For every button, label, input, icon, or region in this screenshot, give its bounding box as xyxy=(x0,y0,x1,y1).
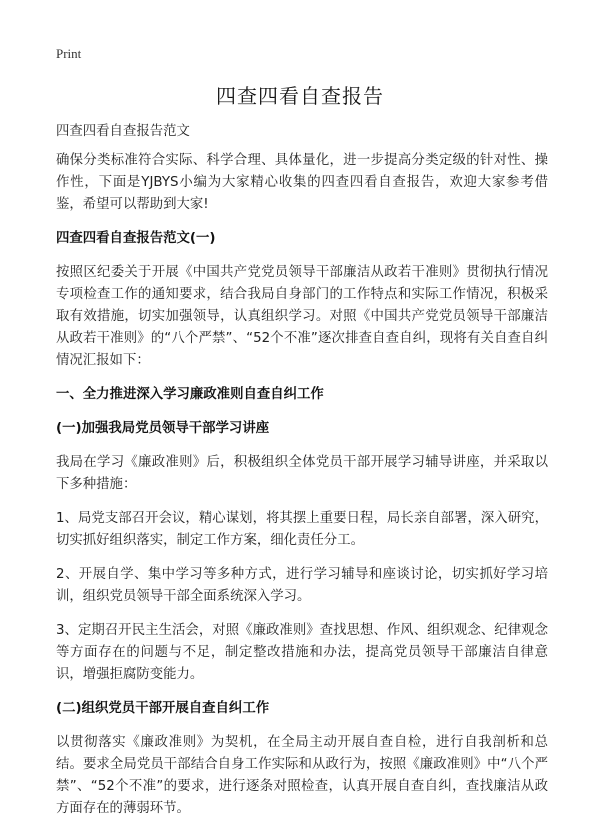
list-item-2: 2、开展自学、集中学习等多种方式，进行学习辅导和座谈讨论，切实抓好学习培训，组织党员领导干部全面系统深入学习。 xyxy=(56,567,548,604)
page-title: 四查四看自查报告 xyxy=(216,84,384,108)
heading-1: 一、全力推进深入学习廉政准则自查自纠工作 xyxy=(56,387,324,402)
list-item-1: 1、局党支部召开会议，精心谋划，将其摆上重要日程，局长亲自部署，深入研究，切实抓好组织落实，制定工作方案，细化责任分工。 xyxy=(56,511,548,548)
paragraph-1: 按照区纪委关于开展《中国共产党党员领导干部廉洁从政若干准则》贯彻执行情况专项检查工作的通知要求，结合我局自身部门的工作特点和实际工作情况，积极采取有效措施，切实加强领导，认真组织学习。对照《中国共产党党员领导干部廉洁从政若干准则》的“八个严禁”、“52个不准”逐次排查自查自纠，现将有关自查自纠情况汇报如下： xyxy=(56,265,548,368)
heading-1-1: (一)加强我局党员领导干部学习讲座 xyxy=(56,421,270,436)
paragraph-2: 我局在学习《廉政准则》后，积极组织全体党员干部开展学习辅导讲座，并采取以下多种措施： xyxy=(56,455,548,492)
heading-1-2: (二)组织党员干部开展自查自纠工作 xyxy=(56,701,270,716)
document-body xyxy=(56,122,548,832)
doc-subtitle: 四查四看自查报告范文 xyxy=(56,124,190,139)
section-title: 四查四看自查报告范文(一) xyxy=(56,231,216,246)
print-label: Print xyxy=(56,46,82,61)
list-item-3: 3、定期召开民主生活会，对照《廉政准则》查找思想、作风、组织观念、纪律观念等方面存在的问题与不足，制定整改措施和办法，提高党员领导干部廉洁自律意识，增强拒腐防变能力。 xyxy=(56,623,548,682)
paragraph-3: 以贯彻落实《廉政准则》为契机，在全局主动开展自查自检，进行自我剖析和总结。要求全局党员干部结合自身工作实际和从政行为，按照《廉政准则》中“八个严禁”、“52个不准”的要求，进行逐条对照检查，认真开展自查自纠，查找廉洁从政方面存在的薄弱环节。 xyxy=(56,735,548,816)
intro-paragraph: 确保分类标准符合实际、科学合理、具体量化，进一步提高分类定级的针对性、操作性，下面是YJBYS小编为大家精心收集的四查四看自查报告，欢迎大家参考借鉴，希望可以帮助到大家! xyxy=(56,153,548,212)
